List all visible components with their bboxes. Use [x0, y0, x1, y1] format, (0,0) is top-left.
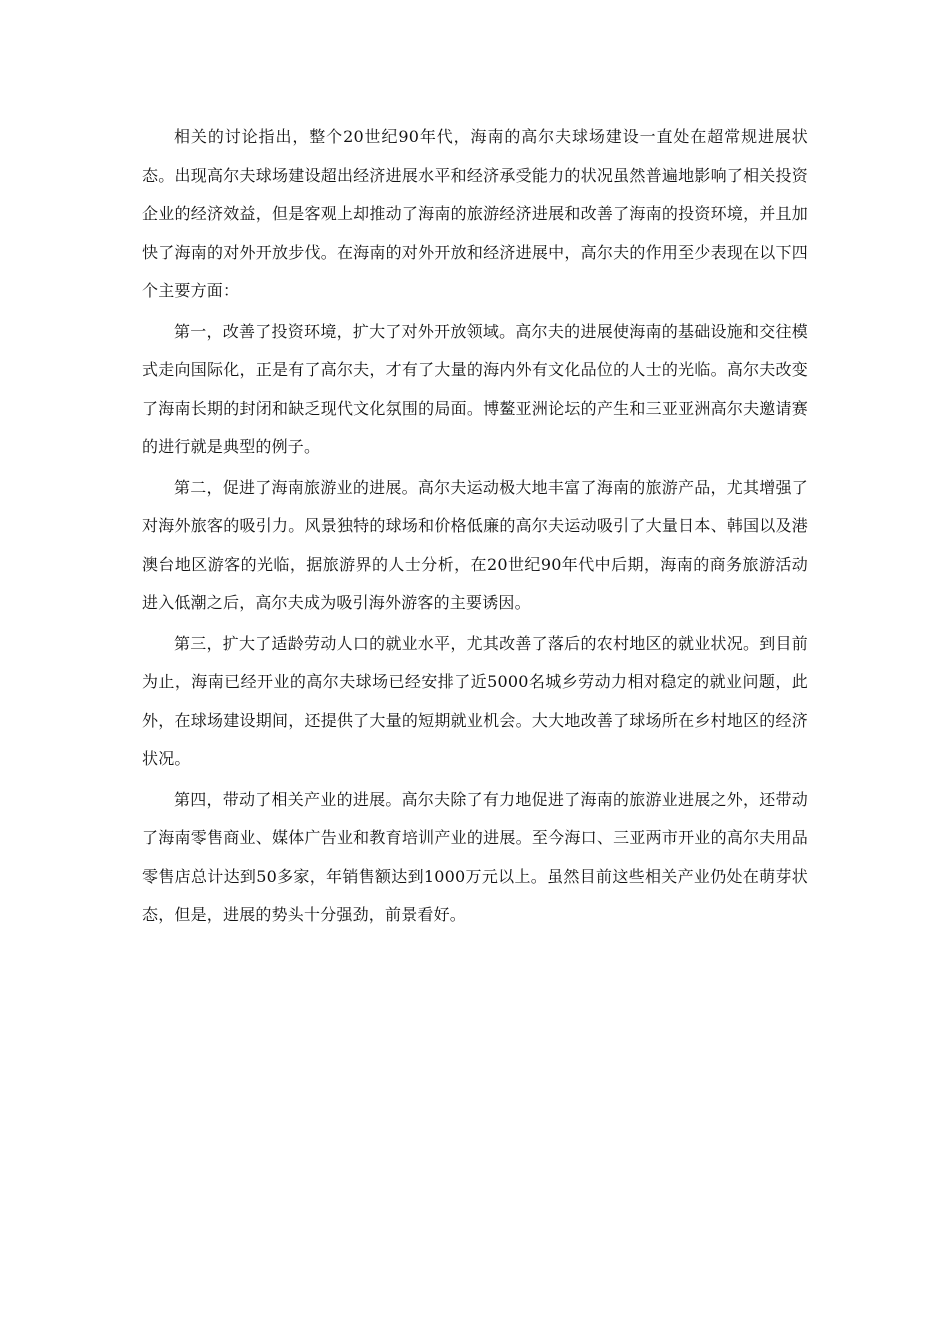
paragraph-third-point: 第三，扩大了适龄劳动人口的就业水平，尤其改善了落后的农村地区的就业状况。到目前为止，海南已经开业的高尔夫球场已经安排了近5000名城乡劳动力相对稳定的就业问题，此外，在球场建设期间，还提供了大量的短期就业机会。大大地改善了球场所在乡村地区的经济状况。 — [142, 633, 808, 768]
paragraph-first-point: 第一，改善了投资环境，扩大了对外开放领域。高尔夫的进展使海南的基础设施和交往模式走向国际化，正是有了高尔夫，才有了大量的海内外有文化品位的人士的光临。高尔夫改变了海南长期的封闭和缺乏现代文化氛围的局面。博鳌亚洲论坛的产生和三亚亚洲高尔夫邀请赛的进行就是典型的例子。 — [142, 321, 808, 456]
paragraph-fourth-point: 第四，带动了相关产业的进展。高尔夫除了有力地促进了海南的旅游业进展之外，还带动了海南零售商业、媒体广告业和教育培训产业的进展。至今海口、三亚两市开业的高尔夫用品零售店总计达到50多家，年销售额达到1000万元以上。虽然目前这些相关产业仍处在萌芽状态，但是，进展的势头十分强劲，前景看好。 — [142, 789, 808, 924]
paragraph-intro: 相关的讨论指出，整个20世纪90年代，海南的高尔夫球场建设一直处在超常规进展状态。出现高尔夫球场建设超出经济进展水平和经济承受能力的状况虽然普遍地影响了相关投资企业的经济效益，但是客观上却推动了海南的旅游经济进展和改善了海南的投资环境，并且加快了海南的对外开放步伐。在海南的对外开放和经济进展中，高尔夫的作用至少表现在以下四个主要方面： — [142, 127, 808, 300]
paragraph-second-point: 第二，促进了海南旅游业的进展。高尔夫运动极大地丰富了海南的旅游产品，尤其增强了对海外旅客的吸引力。风景独特的球场和价格低廉的高尔夫运动吸引了大量日本、韩国以及港澳台地区游客的光临，据旅游界的人士分析，在20世纪90年代中后期，海南的商务旅游活动进入低潮之后，高尔夫成为吸引海外游客的主要诱因。 — [142, 477, 808, 612]
document-body — [142, 118, 808, 937]
